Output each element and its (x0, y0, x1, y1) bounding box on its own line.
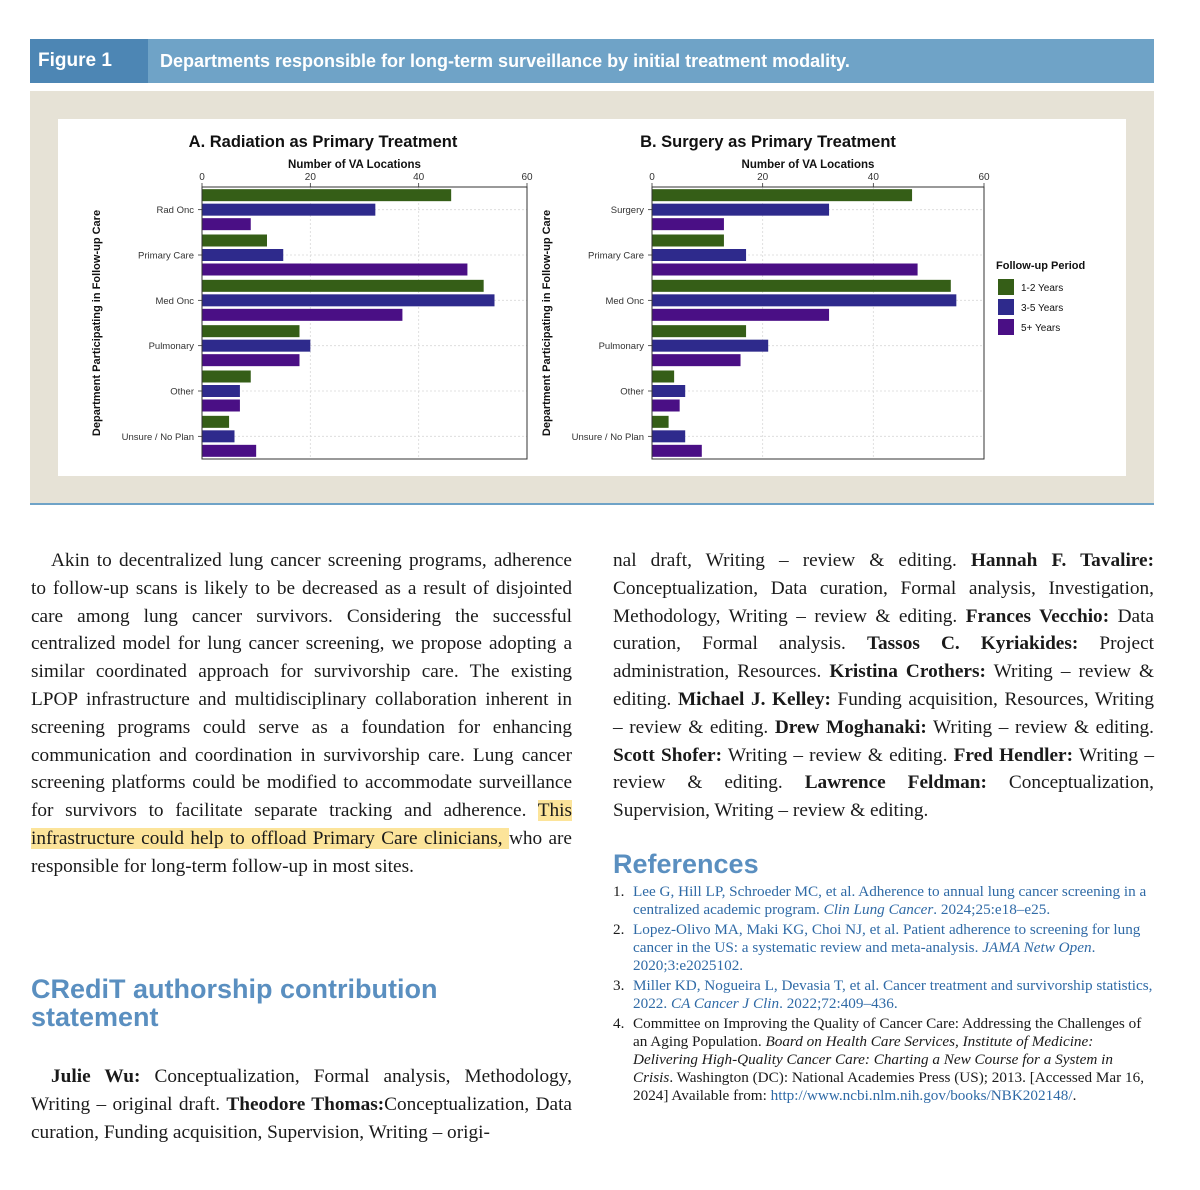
bar (202, 264, 467, 276)
x-axis-label: Number of VA Locations (288, 159, 421, 171)
y-axis-label: Department Participating in Follow-up Care (541, 209, 553, 437)
reference-item (613, 883, 1154, 919)
author-roles: Conceptualization, Supervision, Writing – review & editing. (613, 772, 1154, 822)
reference-link[interactable]: Lopez-Olivo MA, Maki KG, Choi NJ, et al. Patient adherence to screening for lung cancer in the US: a systematic review and meta-analysis. JAMA Netw Open. 2020;3:e2025102. (633, 921, 1141, 974)
reference-item (613, 921, 1154, 975)
bar (652, 340, 768, 352)
reference-item (613, 1015, 1154, 1105)
figure-header (30, 39, 1154, 83)
bar (652, 294, 956, 306)
bar (652, 235, 724, 247)
bar (202, 218, 251, 230)
bar (202, 294, 495, 306)
legend-swatch (998, 299, 1014, 315)
bar (652, 189, 912, 201)
bar (652, 445, 702, 457)
body-text: Akin to decentralized lung cancer screening programs, adherence to follow-up scans is likely to be decreased as a result of disjointed care among lung cancer survivors. Considering the successful centralized model for lung cancer screening, we propose adopting a similar coordinated approach for survivorship care. The existing LPOP infrastructure and multidisciplinary collaboration inherent in screening programs could serve as a foundation for enhancing communication and coordination in survivorship care. Lung cancer screening platforms could be modified to accommodate surveillance for survivors to facilitate separate tracking and adherence. (31, 550, 572, 822)
category-label: Med Onc (605, 295, 644, 307)
credit-statement-start (31, 1063, 572, 1146)
bar (202, 400, 240, 412)
reference-item (613, 977, 1154, 1013)
x-tick-label: 60 (521, 172, 533, 183)
author-name: Hannah F. Tavalire: (970, 550, 1154, 571)
x-tick-label: 0 (649, 172, 655, 183)
reference-number: 3. (613, 977, 625, 994)
author-roles: Writing – review & editing. (613, 744, 1154, 794)
author-name: Theodore Thomas: (226, 1093, 385, 1115)
reference-list (613, 883, 1154, 1107)
category-label: Surgery (610, 205, 644, 217)
category-label: Rad Onc (156, 205, 194, 217)
bar (652, 354, 741, 366)
bar (652, 371, 674, 383)
author-name: Fred Hendler: (953, 744, 1074, 766)
author-name: Lawrence Feldman: (804, 772, 987, 794)
author-name: Julie Wu: (51, 1066, 141, 1087)
bar (202, 235, 267, 247)
author-name: Frances Vecchio: (965, 605, 1110, 627)
author-name: Scott Shofer: (613, 744, 723, 766)
references-heading: References (613, 849, 759, 879)
bar (652, 430, 685, 442)
bar (202, 385, 240, 397)
bar-chart (58, 119, 1126, 476)
x-tick-label: 60 (978, 172, 990, 183)
category-label: Other (620, 386, 644, 398)
highlighted-text: This infrastructure could help to offload Primary Care clinicians, (31, 800, 572, 849)
bar (202, 371, 251, 383)
x-tick-label: 20 (304, 172, 316, 183)
bar (652, 204, 829, 216)
bar (202, 445, 256, 457)
category-label: Unsure / No Plan (121, 431, 194, 443)
author-roles: Writing – review & editing. (722, 744, 954, 766)
y-axis-label: Department Participating in Follow-up Care (91, 209, 103, 437)
chart-container (58, 119, 1126, 476)
author-roles: Data curation, Formal analysis. (613, 605, 1155, 655)
x-tick-label: 40 (867, 172, 879, 183)
author-roles: Project administration, Resources. (613, 633, 1155, 683)
bar (202, 430, 235, 442)
category-label: Pulmonary (148, 341, 194, 353)
category-label: Pulmonary (598, 341, 644, 353)
x-axis-label: Number of VA Locations (741, 159, 875, 171)
x-tick-label: 0 (199, 172, 205, 183)
credit-statement-continued (613, 547, 1154, 825)
bar (202, 249, 283, 261)
bar (652, 264, 918, 276)
legend-swatch (998, 319, 1014, 335)
author-roles-continued: nal draft, Writing – review & editing. (613, 550, 971, 571)
x-tick-label: 40 (413, 172, 425, 183)
bar (202, 189, 451, 201)
reference-text: Committee on Improving the Quality of Cancer Care: Addressing the Challenges of an Aging Population. Board on Health Care Services, Institute of Medicine: Delivering High-Quality Cancer Care: Charting a New Course for a System in Crisis. Washington (DC): National Academies Press (US); 2013. [Accessed Mar 16, 2024] Available from: http://www.ncbi.nlm.nih.gov/books/NBK202148/. (633, 1015, 1145, 1104)
bar (652, 416, 669, 428)
author-name: Michael J. Kelley: (677, 688, 831, 710)
x-tick-label: 20 (757, 172, 769, 183)
legend-label: 3-5 Years (1021, 303, 1064, 314)
category-label: Med Onc (155, 295, 194, 307)
bar (202, 204, 375, 216)
bar (652, 325, 746, 337)
category-label: Primary Care (138, 250, 194, 262)
figure-caption: Departments responsible for long-term surveillance by initial treatment modality. (160, 51, 850, 71)
bar (202, 280, 484, 292)
bar (202, 309, 402, 321)
author-roles: Writing – review & editing. (926, 716, 1155, 738)
reference-link[interactable]: Miller KD, Nogueira L, Devasia T, et al. Cancer treatment and survivorship statistics, 2022. CA Cancer J Clin. 2022;72:409–436. (633, 977, 1153, 1012)
author-roles: Conceptualization, Formal analysis, Methodology, Writing – original draft. (31, 1066, 572, 1115)
bar (202, 325, 300, 337)
author-roles: Funding acquisition, Resources, Writing – review & editing. (613, 688, 1154, 738)
bar (652, 385, 685, 397)
reference-number: 4. (613, 1015, 625, 1032)
credit-heading: CRediT authorship contribution statement (31, 974, 438, 1032)
legend-label: 1-2 Years (1021, 283, 1064, 294)
bar (652, 309, 829, 321)
legend-title: Follow-up Period (996, 260, 1086, 272)
bar (202, 416, 229, 428)
reference-number: 1. (613, 883, 625, 900)
panel-title: A. Radiation as Primary Treatment (188, 133, 458, 151)
category-label: Other (170, 386, 194, 398)
bar (652, 280, 951, 292)
bar (202, 354, 300, 366)
body-paragraph (31, 547, 572, 881)
bar (652, 249, 746, 261)
author-roles: Conceptualization, Data curation, Funding acquisition, Supervision, Writing – origi- (31, 1093, 572, 1143)
author-name: Drew Moghanaki: (774, 716, 927, 738)
bar (652, 218, 724, 230)
bar (202, 340, 310, 352)
category-label: Unsure / No Plan (571, 431, 644, 443)
panel-title: B. Surgery as Primary Treatment (640, 133, 896, 151)
author-roles: Writing – review & editing. (613, 661, 1154, 710)
reference-url-link[interactable]: http://www.ncbi.nlm.nih.gov/books/NBK202148/ (770, 1087, 1073, 1104)
figure-rule (30, 503, 1154, 505)
bar (652, 400, 680, 412)
legend-swatch (998, 279, 1014, 295)
author-name: Kristina Crothers: (829, 661, 986, 683)
figure-label: Figure 1 (30, 39, 148, 83)
author-name: Tassos C. Kyriakides: (866, 633, 1079, 655)
legend-label: 5+ Years (1021, 323, 1061, 334)
reference-number: 2. (613, 921, 625, 938)
category-label: Primary Care (588, 250, 644, 262)
body-text-end: who are responsible for long-term follow-up in most sites. (31, 827, 572, 877)
reference-link[interactable]: Lee G, Hill LP, Schroeder MC, et al. Adherence to annual lung cancer screening in a centralized academic program. Clin Lung Cancer. 2024;25:e18–e25. (633, 883, 1147, 918)
author-roles: Conceptualization, Data curation, Formal analysis, Investigation, Methodology, Writing – review & editing. (613, 577, 1154, 627)
